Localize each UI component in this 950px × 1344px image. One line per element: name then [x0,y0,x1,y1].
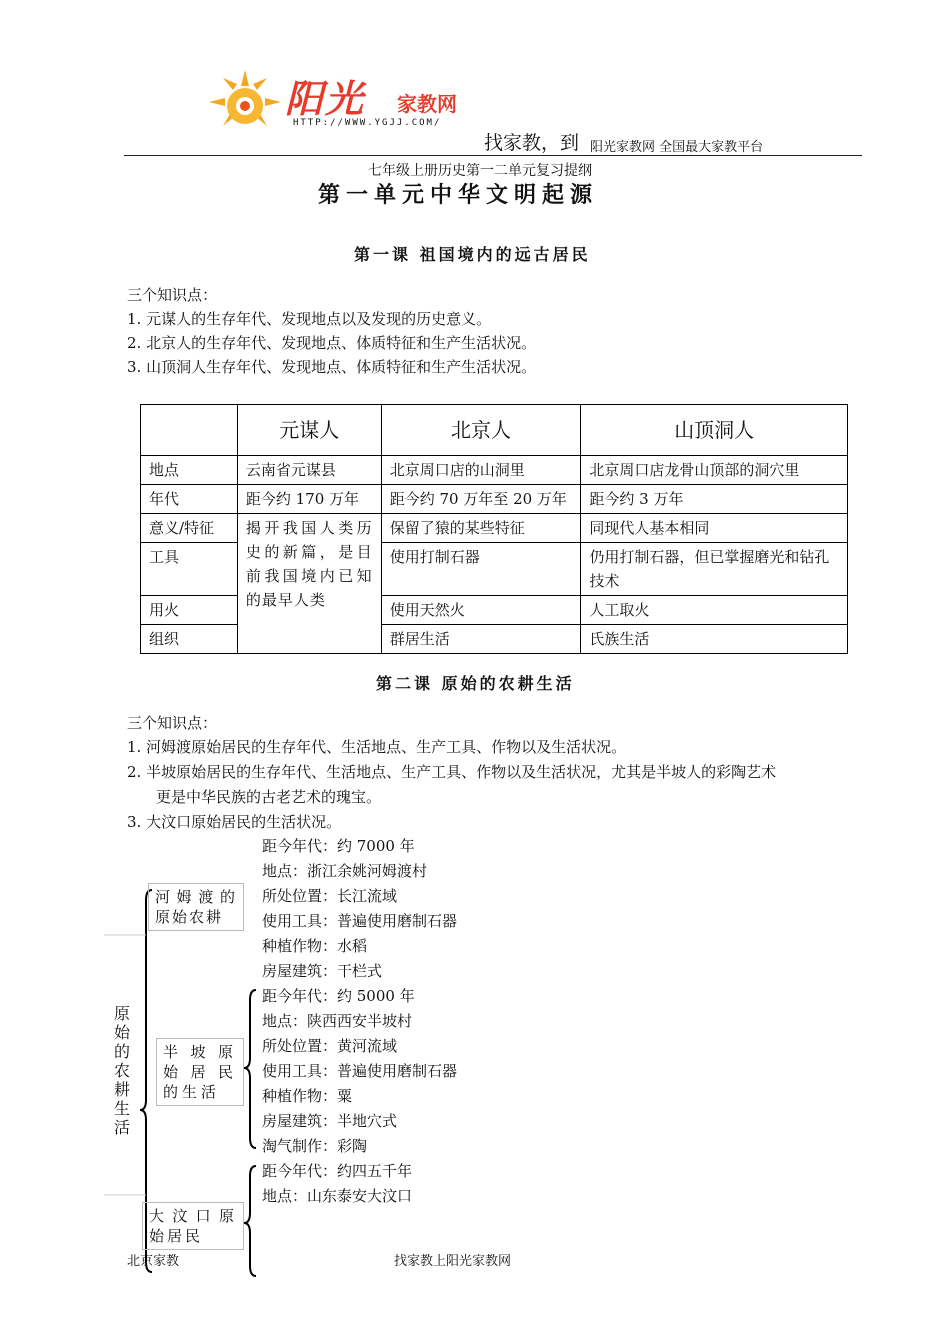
table-cell: 距今约 170 万年 [237,485,381,514]
logo-url: HTTP://WWW.YGJJ.COM/ [293,118,442,128]
row-label: 年代 [141,485,238,514]
logo-text: 阳光 [285,77,366,121]
lesson2-intro: 三个知识点： [127,714,218,732]
slogan-small: 阳光家教网 全国最大家教平台 [590,140,764,155]
table-cell: 北京周口店龙骨山顶部的洞穴里 [581,456,848,485]
table-header-cell: 山顶洞人 [581,405,848,456]
table-cell: 群居生活 [381,625,581,654]
hemudu-node: 河姆渡的原始农耕 [148,883,244,931]
table-header-cell: 北京人 [381,405,581,456]
lesson2-point-1: 1. 河姆渡原始居民的生存年代、生活地点、生产工具、作物以及生活状况。 [127,738,627,756]
banpo-item: 地点：陕西西安半坡村 [262,1012,413,1030]
hemudu-item: 种植作物：水稻 [262,937,368,955]
lesson2-point-2: 2. 半坡原始居民的生存年代、生活地点、生产工具、作物以及生活状况，尤其是半坡人的彩陶艺术 [127,763,777,781]
yuanmou-significance: 揭开我国人类历史的新篇，是目前我国境内已知的最早人类 [237,514,381,654]
banpo-item: 使用工具：普遍使用磨制石器 [262,1062,458,1080]
table-cell: 氏族生活 [581,625,848,654]
row-label: 组织 [141,625,238,654]
table-cell: 仍用打制石器，但已掌握磨光和钻孔技术 [581,543,848,596]
lesson2-point-2-cont: 更是中华民族的古老艺术的瑰宝。 [156,788,382,806]
table-cell: 保留了猿的某些特征 [381,514,581,543]
dawenkou-item: 距今年代：约四五千年 [262,1162,413,1180]
slogan-big: 找家教，到 [484,132,580,154]
lesson1-title: 第一课 祖国境内的远古居民 [354,245,591,264]
footer-left: 北京家教 [127,1254,180,1269]
lesson1-point-1: 1. 元谋人的生存年代、发现地点以及发现的历史意义。 [127,310,492,328]
hemudu-item: 地点：浙江余姚河姆渡村 [262,862,428,880]
banpo-item: 所处位置：黄河流域 [262,1037,398,1055]
lesson2-title: 第二课 原始的农耕生活 [376,674,575,693]
table-cell: 同现代人基本相同 [581,514,848,543]
tree-root-label: 原始的农耕生活 [114,1004,131,1137]
lesson1-point-3: 3. 山顶洞人生存年代、发现地点、体质特征和生产生活状况。 [127,358,537,376]
banpo-item: 淘气制作：彩陶 [262,1137,368,1155]
table-cell: 人工取火 [581,596,848,625]
row-label: 意义/特征 [141,514,238,543]
banpo-item: 房屋建筑：半地穴式 [262,1112,398,1130]
hemudu-item: 房屋建筑：干栏式 [262,962,383,980]
doc-title: 七年级上册历史第一二单元复习提纲 [368,163,592,179]
lesson1-point-2: 2. 北京人的生存年代、发现地点、体质特征和生产生活状况。 [127,334,537,352]
row-label: 工具 [141,543,238,596]
lesson2-point-3: 3. 大汶口原始居民的生活状况。 [127,813,342,831]
banpo-node: 半坡原始居民的生活 [156,1038,244,1106]
hemudu-item: 所处位置：长江流域 [262,887,398,905]
dawenkou-item: 地点：山东泰安大汶口 [262,1187,413,1205]
row-label: 地点 [141,456,238,485]
table-cell: 云南省元谋县 [237,456,381,485]
table-cell: 北京周口店的山洞里 [381,456,581,485]
row-label: 用火 [141,596,238,625]
table-cell: 距今约 3 万年 [581,485,848,514]
lesson1-intro: 三个知识点： [127,286,218,304]
banpo-item: 距今年代：约 5000 年 [262,987,415,1005]
table-cell: 距今约 70 万年至 20 万年 [381,485,581,514]
table-cell: 使用天然火 [381,596,581,625]
table-header-cell: 元谋人 [237,405,381,456]
hemudu-item: 距今年代：约 7000 年 [262,837,415,855]
logo-subtext: 家教网 [397,92,457,116]
banpo-item: 种植作物：粟 [262,1087,353,1105]
dawenkou-node: 大汶口原始居民 [142,1202,244,1250]
hemudu-item: 使用工具：普遍使用磨制石器 [262,912,458,930]
footer-center: 找家教上阳光家教网 [394,1254,512,1269]
unit-title: 第一单元中华文明起源 [318,182,599,208]
table-cell: 使用打制石器 [381,543,581,596]
